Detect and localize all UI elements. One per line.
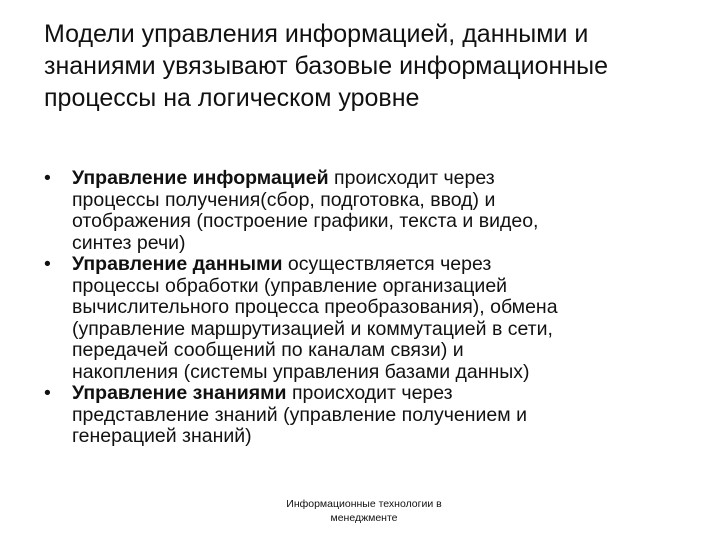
slide-footer [244, 497, 484, 525]
bullet-item-data-management [44, 254, 704, 383]
slide-title [44, 18, 694, 114]
bullet-text: происходит через [328, 167, 495, 189]
bullet-term: Управление знаниями [72, 382, 287, 404]
bullet-item-knowledge-management [44, 383, 704, 448]
footer-line: Информационные технологии в [286, 498, 442, 510]
bullet-term: Управление данными [72, 253, 283, 275]
bullet-line: синтез речи) [72, 231, 186, 254]
bullet-line: генерацией знаний) [72, 425, 252, 447]
bullet-item-information-management [44, 168, 704, 254]
bullet-line: процессы обработки (управление организацией [72, 274, 508, 297]
bullet-term: Управление информацией [72, 167, 329, 189]
bullet-first-line [72, 254, 704, 276]
title-line: Модели управления информацией, данными и [44, 20, 589, 48]
bullet-icon: • [44, 167, 51, 189]
bullet-list [44, 168, 704, 448]
bullet-first-line [72, 383, 704, 405]
bullet-line: представление знаний (управление получением и [72, 403, 527, 426]
footer-line: менеджменте [330, 512, 398, 524]
bullet-first-line [72, 168, 704, 190]
bullet-line: вычислительного процесса преобразования), обмена [72, 296, 558, 318]
bullet-line: процессы получения(сбор, подготовка, ввод) и [72, 188, 496, 211]
bullet-text: осуществляется через [282, 253, 492, 275]
title-line: знаниями увязывают базовые информационные [44, 52, 609, 80]
bullet-line: накопления (системы управления базами данных) [72, 360, 530, 383]
bullet-icon: • [44, 253, 51, 275]
bullet-icon: • [44, 382, 51, 404]
bullet-text: происходит через [286, 382, 453, 404]
bullet-line: передачей сообщений по каналам связи) и [72, 339, 464, 361]
bullet-line: отображения (построение графики, текста и видео, [72, 210, 539, 232]
title-line: процессы на логическом уровне [44, 84, 420, 112]
bullet-line: (управление маршрутизацией и коммутацией в сети, [72, 317, 553, 340]
